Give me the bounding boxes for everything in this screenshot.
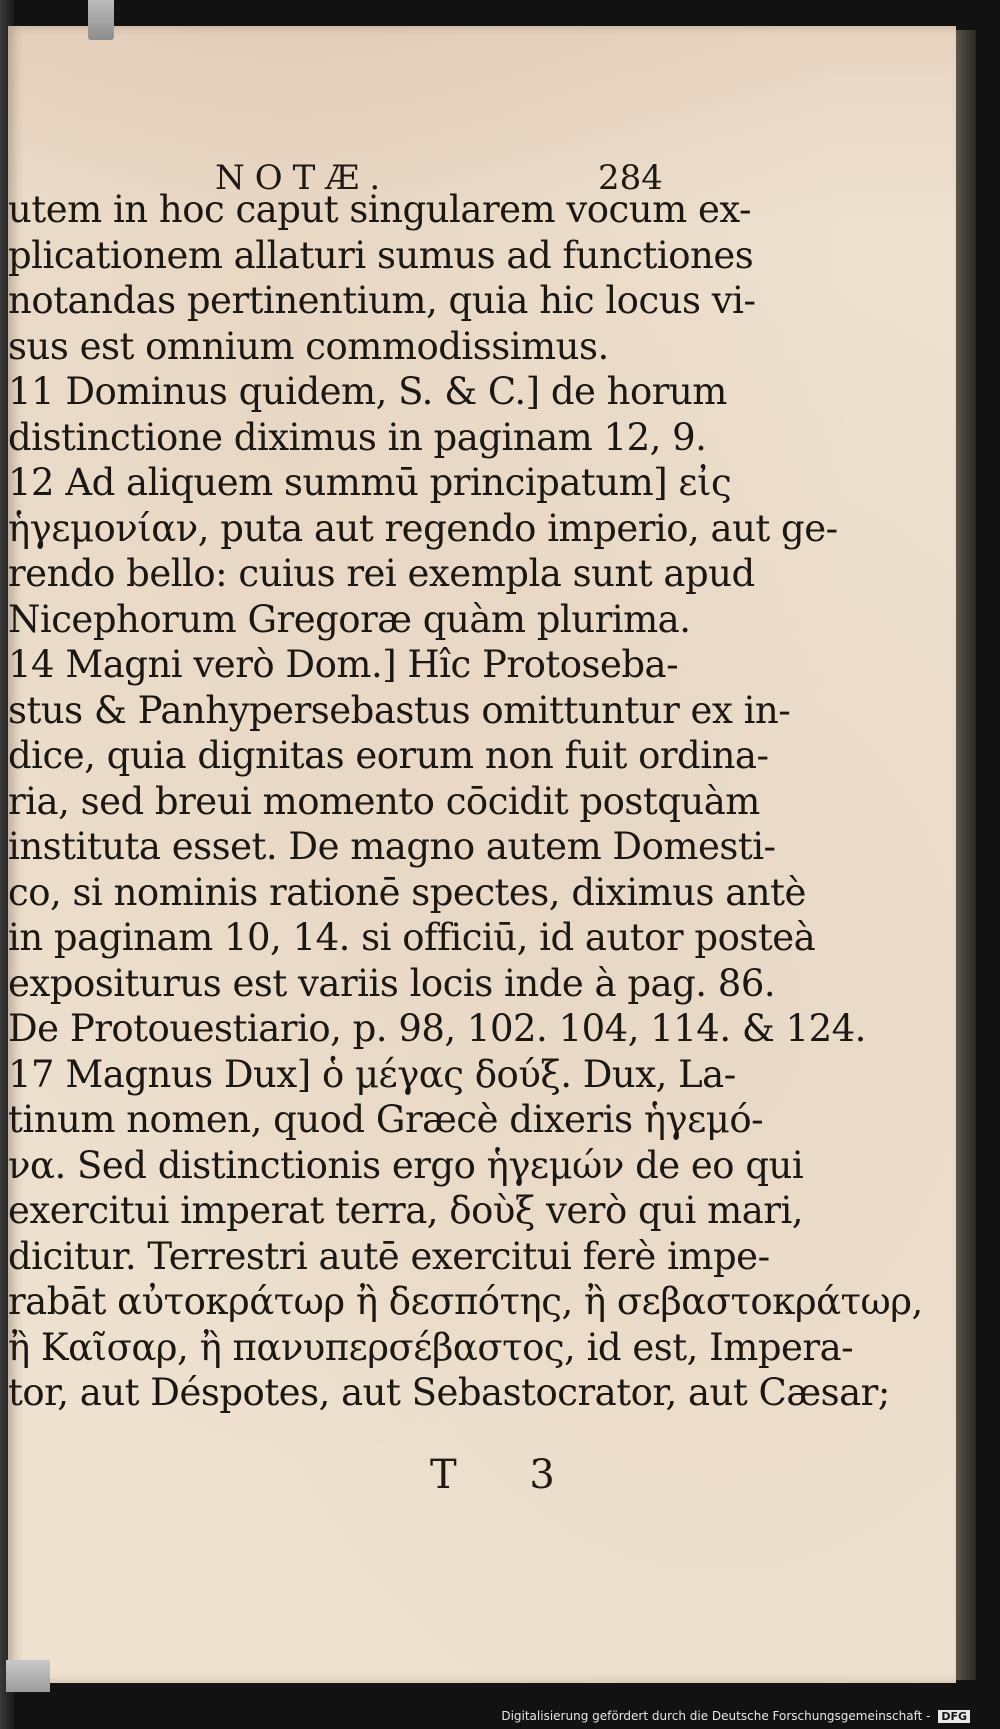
text-line: tor, aut Déspotes, aut Sebastocrator, aut Cæsar; bbox=[8, 1371, 890, 1414]
text-line: ria, sed breui momento cōcidit postquàm bbox=[8, 779, 760, 823]
text-line: να. Sed distinctionis ergo ἡγεμών de eo qui bbox=[8, 1143, 804, 1187]
text-line: notandas pertinentium, quia hic locus vi- bbox=[8, 279, 756, 322]
signature-mark: T 3 bbox=[430, 1452, 585, 1498]
text-line: ἢ Καῖσαρ, ἢ πανυπερσέβαστος, id est, Impera- bbox=[8, 1325, 854, 1369]
text-line: dice, quia dignitas eorum non fuit ordina- bbox=[8, 734, 769, 777]
text-line: Nicephorum Gregoræ quàm plurima. bbox=[8, 597, 691, 641]
page-clip-bottom bbox=[6, 1660, 50, 1692]
text-line: stus & Panhypersebastus omittuntur ex in- bbox=[8, 688, 791, 732]
credit-text: Digitalisierung gefördert durch die Deutsche Forschungsgemeinschaft - bbox=[501, 1709, 931, 1723]
text-line: dicitur. Terrestri autē exercitui ferè impe- bbox=[8, 1234, 770, 1278]
text-line: exercitui imperat terra, δοὺξ verò qui mari, bbox=[8, 1189, 804, 1232]
page-edge bbox=[956, 30, 976, 1680]
text-line: 14 Magni verò Dom.] Hîc Protoseba- bbox=[8, 643, 679, 686]
text-line: instituta esset. De magno autem Domesti- bbox=[8, 825, 776, 868]
text-line: 11 Dominus quidem, S. & C.] de horum bbox=[8, 370, 727, 413]
page-number: 284 bbox=[598, 158, 663, 198]
digitization-credit bbox=[501, 1709, 970, 1723]
text-line: rabāt αὐτοκράτωρ ἢ δεσπότης, ἢ σεβαστοκράτωρ, bbox=[8, 1280, 923, 1323]
running-head-title: NOTÆ. bbox=[215, 158, 391, 198]
page-clip-top bbox=[88, 0, 114, 40]
text-line: in paginam 10, 14. si officiū, id autor posteà bbox=[8, 916, 816, 959]
text-line: 12 Ad aliquem summū principatum] εἰς bbox=[8, 461, 732, 504]
text-line: De Protouestiario, p. 98, 102. 104, 114. & 124. bbox=[8, 1007, 866, 1050]
text-line: plicationem allaturi sumus ad functiones bbox=[8, 233, 754, 277]
text-line: expositurus est variis locis inde à pag. 86. bbox=[8, 961, 776, 1005]
text-line: tinum nomen, quod Græcè dixeris ἡγεμό- bbox=[8, 1098, 764, 1141]
text-line: distinctione diximus in paginam 12, 9. bbox=[8, 415, 707, 459]
text-line: utem in hoc caput singularem vocum ex- bbox=[8, 188, 752, 231]
text-line: rendo bello: cuius rei exempla sunt apud bbox=[8, 552, 755, 595]
dfg-logo: DFG bbox=[938, 1710, 970, 1723]
text-line: sus est omnium commodissimus. bbox=[8, 324, 609, 368]
text-line: ἡγεμονίαν, puta aut regendo imperio, aut ge- bbox=[8, 506, 838, 550]
body-text bbox=[8, 150, 923, 1416]
text-line: co, si nominis rationē spectes, diximus antè bbox=[8, 870, 806, 914]
text-line: 17 Magnus Dux] ὁ μέγας δούξ. Dux, La- bbox=[8, 1052, 736, 1096]
